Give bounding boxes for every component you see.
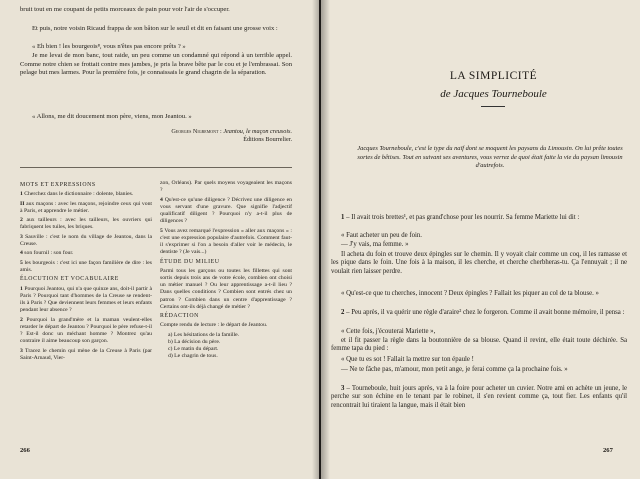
section-heading-redaction: RÉDACTION [160, 313, 199, 320]
story-paragraph: « Qu'est-ce que tu cherches, innocent ? Deux épingles ? Fallait les piquer au col de ta blouse. » [341, 290, 599, 297]
redaction-intro: Compte rendu de lecture : le départ de Jeantou. [160, 322, 268, 329]
right-page [321, 0, 640, 479]
list-item: 1 Pourquoi Jeantou, qui n'a que quinze ans, doit-il partir à Paris ? Pourquoi tant d'hommes de la Creuse se rendent-ils à Paris ? Que deviennent leurs femmes et leurs enfants pendant leur absence ? [20, 285, 153, 314]
story-paragraph: 2 – Peu après, il va quérir une règle d'araire² chez le forgeron. Comme il avait bonne mémoire, il pensa : [341, 309, 625, 316]
list-item: 5 les bourgeois : c'est ici une façon familière de dire : les amis. [20, 259, 153, 273]
story-paragraph: « Faut acheter un peu de foin. [341, 232, 422, 239]
list-item: 5 Vous avez remarqué l'expression « aller aux maçons » : c'est une expression populaire d'autrefois. Comment faut-il s'exprimer si l'on a besoin d'aller voir le médecin, le dentiste ? (Je vais...) [160, 227, 292, 256]
intro-paragraph: Et puis, notre voisin Ricaud frappa de son bâton sur le seuil et dit en faisant une grosse voix : [32, 25, 278, 32]
list-item: 4 son fournil : son four. [20, 250, 74, 257]
intro-paragraph: bruit tout en me coupant de petits morceaux de pain pour voir l'air de s'occuper. [20, 6, 230, 13]
section-heading-elocution: ÉLOCUTION ET VOCABULAIRE [20, 276, 119, 283]
list-item: zon, Orléans). Par quels moyens voyageaient les maçons ? [160, 180, 292, 194]
exercises-column-right [160, 180, 292, 361]
list-item: d) Le chagrin de tous. [168, 353, 218, 360]
list-item: a) Les hésitations de la famille. [168, 331, 240, 338]
intro-paragraph: « Allons, me dit doucement mon père, viens, mon Jeantou. » [32, 113, 192, 120]
credit-title: Jeantou, le maçon creusois. [223, 128, 292, 135]
list-item: 3 Sauville : c'est le nom du village de Jeantou, dans la Creuse. [20, 233, 152, 247]
book-gutter [312, 0, 330, 479]
left-page [0, 0, 319, 479]
story-paragraph: 1 – Il avait trois brettes¹, et pas grand'chose pour les nourrir. Sa femme Mariette lui dit : [341, 214, 580, 221]
list-item: c) Le matin du départ. [168, 346, 219, 353]
section-heading-etude: ÉTUDE DU MILIEU [160, 258, 220, 265]
chapter-title: LA SIMPLICITÉ [449, 70, 538, 82]
story-paragraph: — Ne te fâche pas, m'amour, mon petit ange, je ferai comme ça la prochaine fois. » [341, 366, 568, 373]
etude-text: Parmi tous les garçons ou toutes les fillettes qui sont sortis depuis trois ans de votre école, combien ont choisi un métier manuel ? Ou leur apprentissage a-t-il lieu ? Dans quelles conditions ? Combien sont entrés chez un patron ? Combien dans un centre d'apprentissage ? Certains ont-ils déjà changé de métier ? [160, 267, 292, 310]
page-number: 267 [603, 447, 613, 454]
source-credit: Georges Nigremont : Jeantou, le maçon creusois. Éditions Bourrelier. [171, 128, 292, 143]
story-paragraph: et il fit passer la règle dans la boutonnière de sa blouse. Quand il revint, elle était toute déchirée. Sa femme tapa du pied : [331, 337, 627, 353]
chapter-intro: Jacques Tourneboule, c'est le type du naïf dont se moquent les paysans du Limousin. On lui prête toutes sortes de bêtises. Tout en suivant ses aventures, vous verrez de quoi était faite la vie du paysan limousin d'autrefois. [357, 145, 623, 170]
list-item: 4 Qu'est-ce qu'une diligence ? Décrivez une diligence en vous servant d'une gravure. Que signifie l'adjectif qualificatif diligent ? Pourquoi n'y a-t-il plus de diligences ? [160, 196, 293, 225]
intro-paragraph: Je me levai de mon banc, tout raide, un peu comme un condamné qui répond à un terrible appel. Comme notre chien se frottait contre mes jambes, je pris la brave bête par le cou et je l'embrassai. Son pelage but mes larmes. Pour la première fois, je connaissais le grand chagrin de la séparation. [20, 52, 292, 77]
story-paragraph: « Cette fois, j'écouterai Mariette », [341, 328, 436, 335]
list-item: b) La décision du père. [168, 339, 221, 345]
story-paragraph: Il acheta du foin et trouve deux épingles sur le chemin. Il y voyait clair comme un coq, il les ramasse et les pique dans le foin. Une fois à la maison, il les cherche, et cherche cherbheras-tu. Ça l'ennuyait ; il ne voulait rien laisser perdre. [331, 251, 627, 275]
list-item: 2 aux tailleurs : avec les tailleurs, les ouvriers qui fabriquent les tuiles, les briques. [20, 217, 152, 231]
exercises-column-left [20, 180, 152, 364]
list-item: 1 Cherchez dans le dictionnaire : dolente, blanies. [20, 191, 134, 198]
intro-paragraph: « Eh bien ! les bourgeois⁸, vous n'êtes pas encore prêts ? » [32, 43, 186, 50]
story-paragraph: « Que tu es sot ! Fallait la mettre sur ton épaule ! [341, 356, 474, 363]
story-paragraph: 3 – Tourneboule, huit jours après, va à la foire pour acheter un cuvier. Notre ami en achète un jeune, le perche sur son échine en le tenant par le robinet, il s'en revient comme ça, tout fier. Les enfants qu'il rencontrait lui tiraient la langue, mais il était bien [331, 385, 627, 409]
credit-publisher: Éditions Bourrelier. [243, 136, 292, 143]
section-heading-mots: MOTS ET EXPRESSIONS [20, 182, 96, 188]
list-item: 2 Pourquoi la grand'mère et la maman veulent-elles retarder le départ de Jeantou ? Pourquoi le père refuse-t-il ? Est-il donc un méchant homme ? Montrez qu'au contraire il aime beaucoup son garçon. [20, 316, 153, 345]
chapter-subtitle: de Jacques Tourneboule [440, 88, 547, 100]
credit-author: Georges Nigremont [171, 128, 219, 135]
section-divider [20, 167, 292, 168]
story-paragraph: — J'y vais, ma femme. » [341, 241, 409, 248]
title-rule [481, 106, 505, 107]
list-item: II aux maçons : avec les maçons, rejoindre ceux qui vont à Paris, et apprendre le métier. [20, 200, 152, 214]
page-number: 266 [20, 447, 30, 454]
list-item: 3 Tracez le chemin qui mène de la Creuse à Paris (par Saint-Arnaud, Vier- [20, 347, 152, 361]
